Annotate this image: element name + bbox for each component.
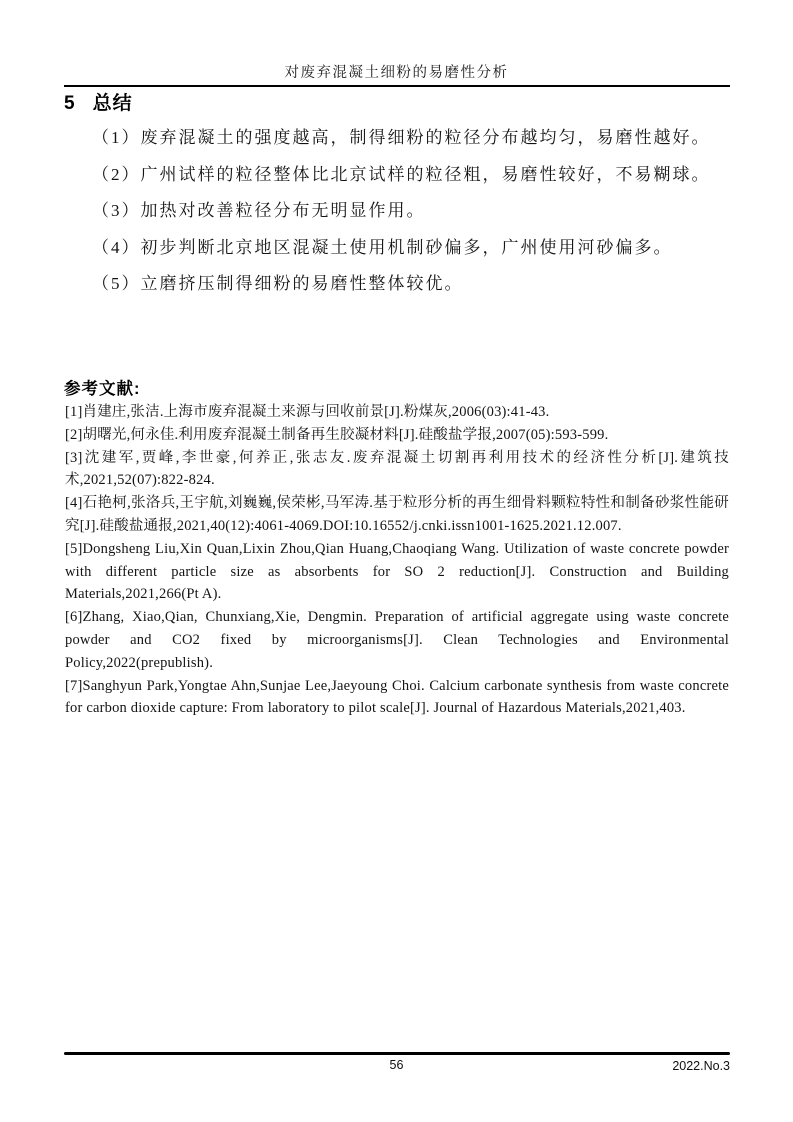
reference-item: [2]胡曙光,何永佳.利用废弃混凝土制备再生胶凝材料[J].硅酸盐学报,2007(05):593-599. [65, 426, 609, 443]
footer-rule [64, 1052, 730, 1055]
reference-item: [1]肖建庄,张洁.上海市废弃混凝土来源与回收前景[J].粉煤灰,2006(03):41-43. [65, 404, 550, 420]
conclusion-item: （3）加热对改善粒径分布无明显作用。 [92, 201, 426, 221]
reference-item: [5]Dongsheng Liu,Xin Quan,Lixin Zhou,Qian Huang,Chaoqiang Wang. Utilization of waste concrete powder with different particle size as absorbents for SO 2 reduction[J]. Construction and Building Materials,2021,266(Pt A). [65, 540, 729, 603]
conclusion-item: （5）立磨挤压制得细粉的易磨性整体较优。 [92, 274, 464, 294]
conclusion-item: （1）废弃混凝土的强度越高，制得细粉的粒径分布越均匀，易磨性越好。 [92, 128, 711, 147]
section-heading [64, 88, 133, 115]
footer-issue-label: 2022.No.3 [672, 1059, 730, 1073]
header-rule [64, 85, 730, 87]
conclusion-item: （2）广州试样的粒径整体比北京试样的粒径粗，易磨性较好，不易糊球。 [92, 164, 711, 184]
conclusion-item: （4）初步判断北京地区混凝土使用机制砂偏多，广州使用河砂偏多。 [92, 237, 673, 257]
section-title: 总结 [92, 93, 133, 114]
running-header-title: 对废弃混凝土细粉的易磨性分析 [284, 65, 509, 81]
reference-item: [3]沈建军,贾峰,李世豪,何养正,张志友.废弃混凝土切割再利用技术的经济性分析[J].建筑技术,2021,52(07):822-824. [65, 449, 729, 489]
section-number: 5 [64, 93, 76, 114]
conclusions-list [65, 120, 741, 303]
reference-item: [7]Sanghyun Park,Yongtae Ahn,Sunjae Lee,Jaeyoung Choi. Calcium carbonate synthesis from waste concrete for carbon dioxide capture: From laboratory to pilot scale[J]. Journal of Hazardous Materials,2021,403. [65, 677, 729, 717]
reference-item: [6]Zhang, Xiao,Qian, Chunxiang,Xie, Dengmin. Preparation of artificial aggregate using waste concrete powder and CO2 fixed by microorganisms[J]. Clean Technologies and Environmental Policy,2022(prepublish). [65, 609, 729, 671]
references-list [65, 401, 729, 720]
reference-item: [4]石艳柯,张洛兵,王宇航,刘巍巍,侯荣彬,马军涛.基于粒形分析的再生细骨料颗粒特性和制备砂浆性能研究[J].硅酸盐通报,2021,40(12):4061-4069.DOI:10.16552/j.cnki.issn1001-1625.2021.12.007. [65, 495, 729, 534]
footer-page-number: 56 [389, 1058, 404, 1072]
references-heading: 参考文献: [64, 380, 141, 398]
